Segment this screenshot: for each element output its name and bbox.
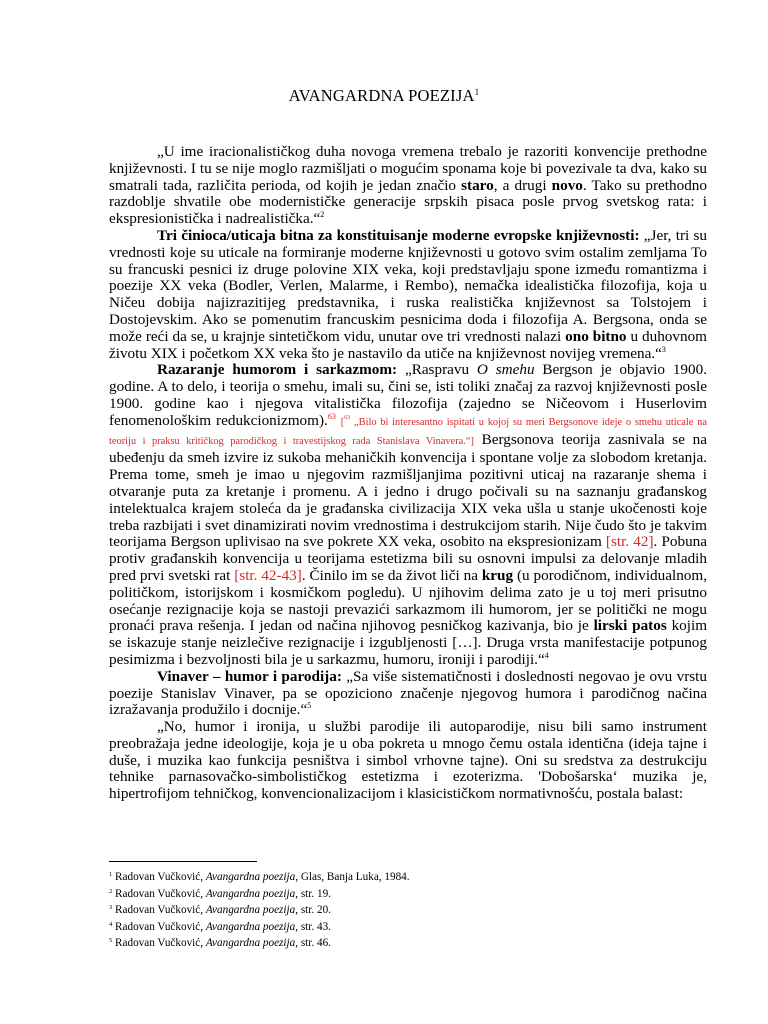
p3-text-6: (u porodičnom, individualnom, političkom, istorijskom i kosmičkom pogledu). U njihovim delima zato je u toj meri prisutno osećanje rezignacije koja se nastoji prevazići sarkazmom ili humorom, jer se politički ne mogu pronaći prava rešenja. I jedan od načina njihovog pesničkog kazivanja, bio je — [109, 566, 707, 635]
title-footnote-marker: 1 — [474, 87, 480, 97]
p1-bold-2: novo — [551, 176, 583, 194]
p1-text-3: . Tako su prethodno razdoblje shvatile obe modernističke generacije srpskih pisaca posle prvog svetskog rata: i ekspresionistička i nadrealistička.“ — [109, 176, 707, 228]
p3-note-text: „Bilo bi interesantno ispitati u kojoj su meri Bergsonove ideje o smehu uticale na teoriju i praksu kritičkog parodičkog i travestijskog rada Stanislava Vinavera.“] — [109, 416, 707, 447]
p3-text-5: . Činilo im se da život liči na — [301, 566, 482, 584]
footnote-detail: , str. 19. — [295, 887, 331, 900]
p4-heading: Vinaver – humor i parodija: — [157, 667, 342, 685]
p3-bold-1: krug — [481, 566, 514, 584]
footnote-detail: , str. 43. — [295, 920, 331, 933]
footnote-detail: , str. 20. — [295, 904, 331, 916]
footnote-author: Radovan Vučković, — [115, 887, 206, 900]
footnote-number: 1 — [109, 871, 113, 878]
footnote-number: 2 — [109, 887, 113, 895]
p2-footnote-marker: 3 — [661, 344, 666, 354]
p3-note-number: 63 — [344, 414, 351, 421]
p3-heading: Razaranje humorom i sarkazmom: — [157, 361, 398, 379]
footnote-author: Radovan Vučković, — [115, 904, 206, 916]
p3-page-reference-1: [str. 42] — [605, 533, 654, 551]
p2-bold-1: ono bitno — [565, 327, 627, 345]
p1-text-2: , a drugi — [493, 176, 552, 194]
footnote-work: Avangardna poezija — [205, 904, 296, 916]
footnote-3 — [109, 901, 707, 918]
paragraph-3 — [109, 362, 707, 668]
footnote-detail: , str. 46. — [295, 937, 331, 949]
page-title — [0, 86, 768, 106]
p3-note-bracket: [ — [340, 416, 345, 428]
p3-page-reference-2: [str. 42-43] — [234, 566, 302, 584]
p1-bold-1: staro — [461, 176, 494, 194]
footnote-author: Radovan Vučković, — [115, 937, 206, 949]
footnote-work: Avangardna poezija — [205, 920, 296, 933]
footnote-number: 3 — [109, 904, 113, 911]
footnote-4 — [109, 918, 707, 935]
p2-text-1: „Jer, tri su vrednosti koje su uticale na formiranje moderne književnosti u gotovo svim ostalim zemljama To su francuski pesnici iz druge polovine XIX veka, koji predstavljaju spone između romantizma i poezije XX veka (Bodler, Verlen, Malarme, i Rembo), nemačka idealistička filozofija, koja u Ničeu dobija najizrazitijeg predstavnika, i ruska realistička književnost sa Tolstojem i Dostojevskim. Ako se pomenutim francuskim pesnicima doda i filozofija A. Bergsona, onda se može reći da se, u krajnje sintetičkom vidu, unutar ove tri vrednosti nalazi — [109, 226, 708, 345]
p2-heading: Tri činioca/uticaja bitna za konstituisanje moderne evropske književnosti: — [157, 226, 640, 244]
title-text: AVANGARDNA POEZIJA — [288, 86, 475, 105]
footnote-1 — [109, 868, 707, 885]
footnote-work: Avangardna poezija — [205, 887, 296, 900]
p3-text-2: Bergson je objavio 1900. godine. A to delo, i teorija o smehu, imali su, čini se, isti toliki značaj za razvoj književnosti posle 1900. godine kao i njegova vitalistička filozofija (zajedno se Ničeovom i Huserlovim fenomenološkim redukcionizmom). — [109, 361, 707, 429]
footnote-detail: , Glas, Banja Luka, 1984. — [295, 871, 410, 883]
p3-text-7: kojim se iskazuje stanje neizlečive rezignacije i izgubljenosti […]. Druga vrsta manifestacije potpunog pesimizma i bezvoljnosti bila je u sarkazmu, humoru, ironiji i parodiji.“ — [109, 617, 708, 668]
footnote-number: 4 — [109, 920, 113, 928]
footnote-2 — [109, 885, 707, 902]
footnote-work: Avangardna poezija — [205, 871, 296, 883]
p4-footnote-marker: 5 — [307, 701, 312, 711]
p1-footnote-marker: 2 — [320, 210, 325, 220]
p3-text-1: „Raspravu — [397, 361, 477, 379]
footnotes — [109, 868, 707, 951]
p3-red-reference-marker: 63 — [327, 411, 336, 421]
p4-text-1: „Sa više sistematičnosti i doslednosti negovao je ovu vrstu poezije Stanislav Vinaver, pa se opoziciono značenje njegovog humora i parodičnog načina izražavanja produžilo i docnije.“ — [109, 667, 707, 719]
footnote-divider — [109, 861, 257, 862]
footnote-author: Radovan Vučković, — [115, 920, 206, 933]
p3-bold-2: lirski patos — [593, 617, 667, 635]
body-text — [109, 144, 707, 803]
footnote-author: Radovan Vučković, — [115, 871, 206, 883]
p3-italic-title: O smehu — [476, 361, 535, 379]
paragraph-5 — [109, 719, 707, 803]
p3-text-4: . Pobuna protiv građanskih konvencija u teorijama estetizma bili su osnovni impulsi za delovanje mladih pred prvi svetski rat — [109, 533, 708, 584]
p3-text-3: Bergsonova teorija zasnivala se na ubeđenju da smeh izvire iz sukoba mehaničkih konvencija i spontane volje za slobodom kretanja. Prema tome, smeh je imao u njegovim razmišljanjima pozitivni uticaj na razaranje shema i otvaranje puta za kretanje i promenu. A i jedno i drugo počivali su na saznanju građanskog intelektualca krajem stoleća da je građanska civilizacija XIX veka ušla u stanje ukočenosti koje treba razbijati i svet dinamizirati novim vrednostima i destrukcijom starih. Nije čudo što je takvim teorijama Bergson uplivisao na sve pokrete XX veka, osobito na ekspresionizam — [109, 430, 707, 551]
footnote-work: Avangardna poezija — [205, 937, 296, 949]
p3-footnote-marker: 4 — [544, 650, 549, 660]
p2-text-2: u duhovnom životu XIX i početkom XX veka što je nastavilo da utiče na književnost novijeg vremena.“ — [109, 327, 707, 362]
p1-text-1: „U ime iracionalističkog duha novoga vremena trebalo je razoriti konvencije prethodne književnosti. I tu se nije moglo razmišljati o mogućim sponama koje bi povezivale ta dva, kako su smatrali tada, različita perioda, od kojih je jedan značio — [109, 143, 707, 194]
paragraph-2 — [109, 228, 707, 362]
footnote-number: 5 — [109, 937, 113, 944]
footnote-5 — [109, 934, 707, 951]
p5-text-1: „No, humor i ironija, u službi parodije ili autoparodije, nisu bili samo instrument preobražaja jedne ideologije, koja je u oba pokreta u mnogo čemu ostala identična (ideja tajne i duše, i muzika kao funkcija pesništva i simbol vrhovne tajne). Oni su sredstva za destrukciju tehnike parnasovačko-simbolističkog estetizma i ezoterizma. 'Dobošarska‘ muzika je, hipertrofijom tehničkog, konvencionalizacijom i klasicističkom normativnošću, postala balast: — [109, 718, 707, 803]
paragraph-1 — [109, 144, 707, 228]
paragraph-4 — [109, 669, 707, 719]
